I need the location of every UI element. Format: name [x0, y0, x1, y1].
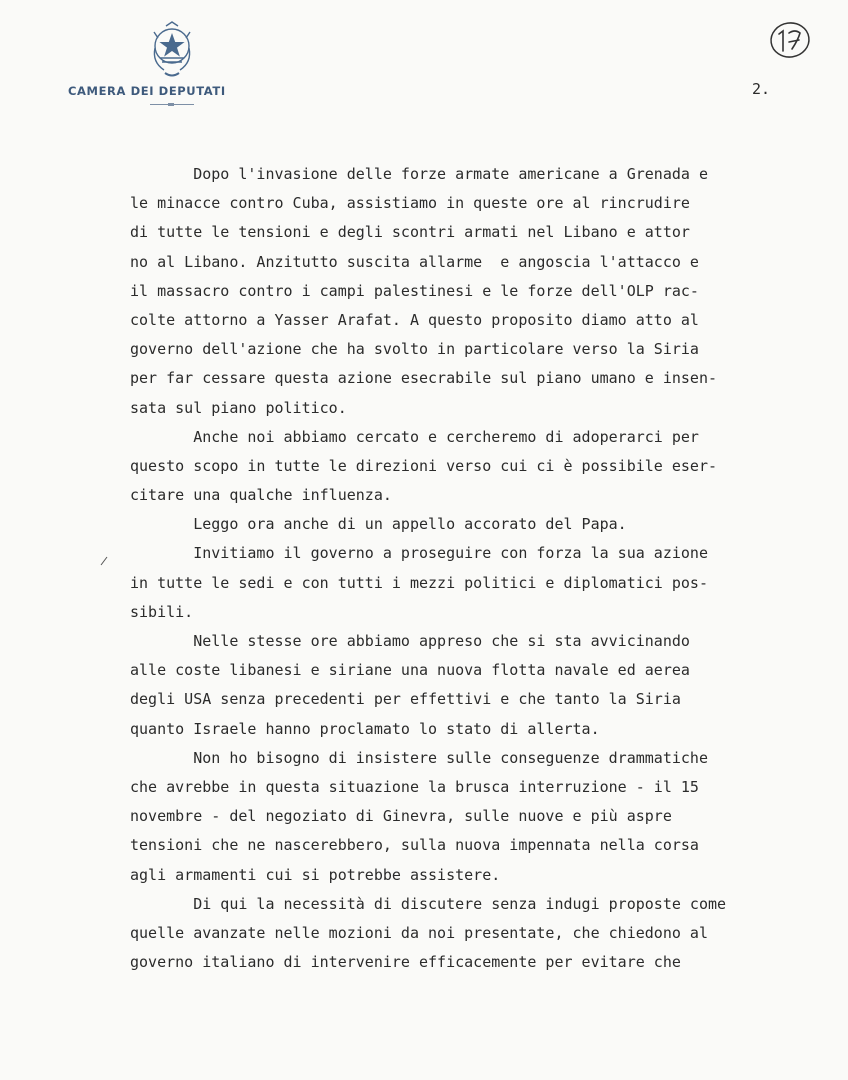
text-line: quelle avanzate nelle mozioni da noi presentate, che chiedono al — [130, 923, 708, 942]
text-line: le minacce contro Cuba, assistiamo in queste ore al rincrudire — [130, 194, 690, 213]
text-line: sibili. — [130, 602, 194, 621]
page-number: 2. — [752, 80, 771, 98]
text-line: che avrebbe in questa situazione la brusca interruzione - il 15 — [130, 777, 699, 796]
text-line: Non ho bisogno di insistere sulle conseguenze drammatiche — [130, 748, 708, 767]
text-line: governo italiano di intervenire efficacemente per evitare che — [130, 953, 681, 972]
text-line: colte attorno a Yasser Arafat. A questo proposito diamo atto al — [130, 310, 699, 329]
text-line: il massacro contro i campi palestinesi e le forze dell'OLP rac- — [130, 281, 699, 300]
body-text — [130, 160, 830, 977]
text-line: Di qui la necessità di discutere senza indugi proposte come — [130, 894, 727, 913]
text-line: sata sul piano politico. — [130, 398, 347, 417]
text-line: Invitiamo il governo a proseguire con forza la sua azione — [130, 544, 708, 563]
text-line: in tutte le sedi e con tutti i mezzi politici e diplomatici pos- — [130, 573, 708, 592]
italian-republic-emblem-icon — [146, 18, 198, 80]
text-line: Leggo ora anche di un appello accorato del Papa. — [130, 515, 627, 534]
text-line: quanto Israele hanno proclamato lo stato di allerta. — [130, 719, 600, 738]
text-line: tensioni che ne nascerebbero, sulla nuova impennata nella corsa — [130, 836, 699, 855]
text-line: Anche noi abbiamo cercato e cercheremo di adoperarci per — [130, 427, 699, 446]
text-line: no al Libano. Anzitutto suscita allarme e angoscia l'attacco e — [130, 252, 699, 271]
text-line: agli armamenti cui si potrebbe assistere. — [130, 865, 501, 884]
text-line: Nelle stesse ore abbiamo appreso che si sta avvicinando — [130, 632, 690, 650]
text-line: degli USA senza precedenti per effettivi e che tanto la Siria — [130, 690, 681, 709]
text-line: novembre - del negoziato di Ginevra, sulle nuove e più aspre — [130, 807, 672, 826]
chamber-name: CAMERA DEI DEPUTATI — [68, 84, 226, 98]
text-line: questo scopo in tutte le direzioni verso cui ci è possibile eser- — [130, 456, 717, 475]
text-line: per far cessare questa azione esecrabile sul piano umano e insen- — [130, 369, 717, 388]
text-line: citare una qualche influenza. — [130, 486, 392, 505]
letterhead-divider — [150, 104, 194, 105]
text-line: di tutte le tensioni e degli scontri armati nel Libano e attor — [130, 223, 690, 242]
text-line: Dopo l'invasione delle forze armate americane a Grenada e — [130, 165, 708, 183]
text-line: governo dell'azione che ha svolto in particolare verso la Siria — [130, 340, 699, 359]
handwritten-sheet-number — [766, 18, 814, 62]
text-line: alle coste libanesi e siriane una nuova flotta navale ed aerea — [130, 661, 690, 680]
margin-pencil-mark — [100, 556, 108, 566]
